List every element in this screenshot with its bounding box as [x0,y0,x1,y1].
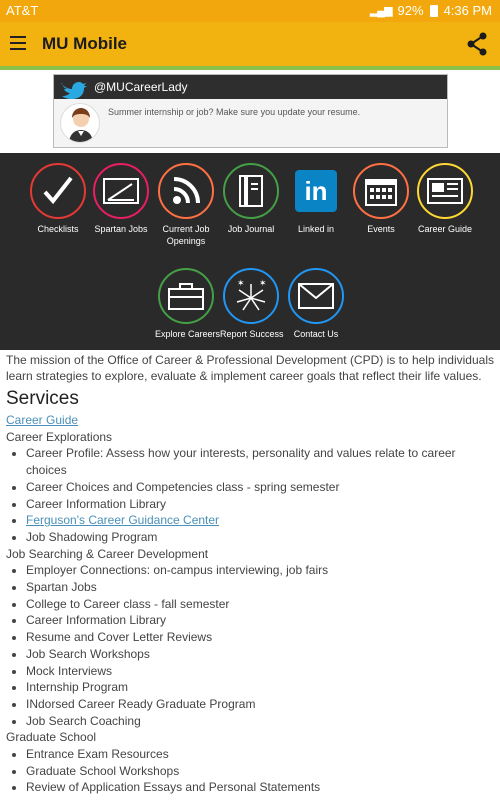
tile-label: Explore Careers [155,329,221,339]
svg-text:✶: ✶ [237,278,245,288]
list-item: • Graduate School Workshops [26,763,494,780]
journal-icon [223,163,279,219]
list-item: • Job Shadowing Program [26,529,494,546]
navigation-grid [0,153,500,350]
share-icon[interactable] [466,32,488,56]
mission-statement: The mission of the Office of Career & Professional Development (CPD) is to help individuals learn strategies to explore, evaluate & implement career goals that reflect their life values. [6,353,494,383]
list-item: • INdorsed Career Ready Graduate Program [26,696,494,713]
battery-icon [430,5,438,17]
tile-explore-careers[interactable] [155,268,221,340]
tile-linkedin[interactable] [285,163,347,235]
list-item: • Spartan Jobs [26,579,494,596]
list-item: • Job Search Workshops [26,646,494,663]
battery-level: 92% [397,3,424,18]
tile-career-guide[interactable] [414,163,476,235]
accent-divider [0,66,500,70]
clock: 4:36 PM [443,3,492,18]
checklist-icon [30,163,86,219]
app-bar [0,22,500,66]
tile-job-journal[interactable] [220,163,282,235]
status-bar [0,0,500,22]
tile-label: Current Job Openings [162,224,210,246]
svg-text:✶: ✶ [259,278,267,288]
list-item: • Resume and Cover Letter Reviews [26,629,494,646]
calendar-icon [353,163,409,219]
tile-contact-us[interactable] [285,268,347,340]
tile-checklists[interactable] [27,163,89,235]
list-item: • Employer Connections: on-campus interviewing, job fairs [26,562,494,579]
list-item: • College to Career class - fall semester [26,596,494,613]
tile-report-success[interactable] [220,268,282,340]
tweet-body [54,99,447,147]
tile-label: Events [367,224,395,234]
section-title: Career Explorations [6,429,113,444]
briefcase-icon [158,268,214,324]
signal-icon: ▂▄▆ [369,5,392,17]
tile-current-job-openings[interactable] [155,163,217,247]
career-guide-link[interactable]: Career Guide [6,413,79,427]
rss-icon [158,163,214,219]
twitter-bird-icon [58,77,88,99]
career-explorations-list [26,445,494,545]
tile-label: Report Success [220,329,284,339]
list-item: • Entrance Exam Resources [26,746,494,763]
section-title: Graduate School [6,730,97,745]
list-item: • Career Profile: Assess how your interests, personality and values relate to career choices [26,445,494,478]
hamburger-menu-icon[interactable] [10,36,26,50]
list-item: • Career Information Library [26,496,494,513]
tile-label: Job Journal [227,224,275,234]
fergusons-link[interactable]: Ferguson's Career Guidance Center [26,513,220,528]
section-title: Job Searching & Career Development [6,546,209,561]
list-item: • Mock Interviews [26,663,494,680]
carrier-label: AT&T [6,3,39,18]
services-heading: Services [6,388,79,409]
twitter-handle[interactable]: @MUCareerLady [94,80,188,94]
tweet-text: Summer internship or job? Make sure you update your resume. [108,107,361,117]
list-item: • Review of Application Essays and Personal Statements [26,779,494,796]
envelope-icon [288,268,344,324]
status-icons [370,3,492,18]
list-item: • Career Choices and Competencies class - spring semester [26,479,494,496]
tile-label: Spartan Jobs [94,224,148,234]
newspaper-icon [417,163,473,219]
gauge-icon [93,163,149,219]
tile-label: Contact Us [293,329,339,339]
avatar [60,103,100,143]
tile-label: Career Guide [417,224,473,234]
job-searching-list [26,562,494,729]
tile-label: Checklists [37,224,79,234]
app-title: MU Mobile [42,34,127,53]
linkedin-icon: in [288,163,344,219]
tile-label: Linked in [297,224,335,234]
twitter-widget[interactable] [53,74,448,148]
main-content [6,352,494,796]
twitter-header [54,75,447,99]
graduate-school-list [26,746,494,796]
fireworks-icon [223,268,279,324]
list-item[interactable] [26,512,494,529]
list-item: • Internship Program [26,679,494,696]
tile-events[interactable] [350,163,412,235]
list-item: • Career Information Library [26,612,494,629]
list-item: • Job Search Coaching [26,713,494,730]
tile-spartan-jobs[interactable] [90,163,152,235]
